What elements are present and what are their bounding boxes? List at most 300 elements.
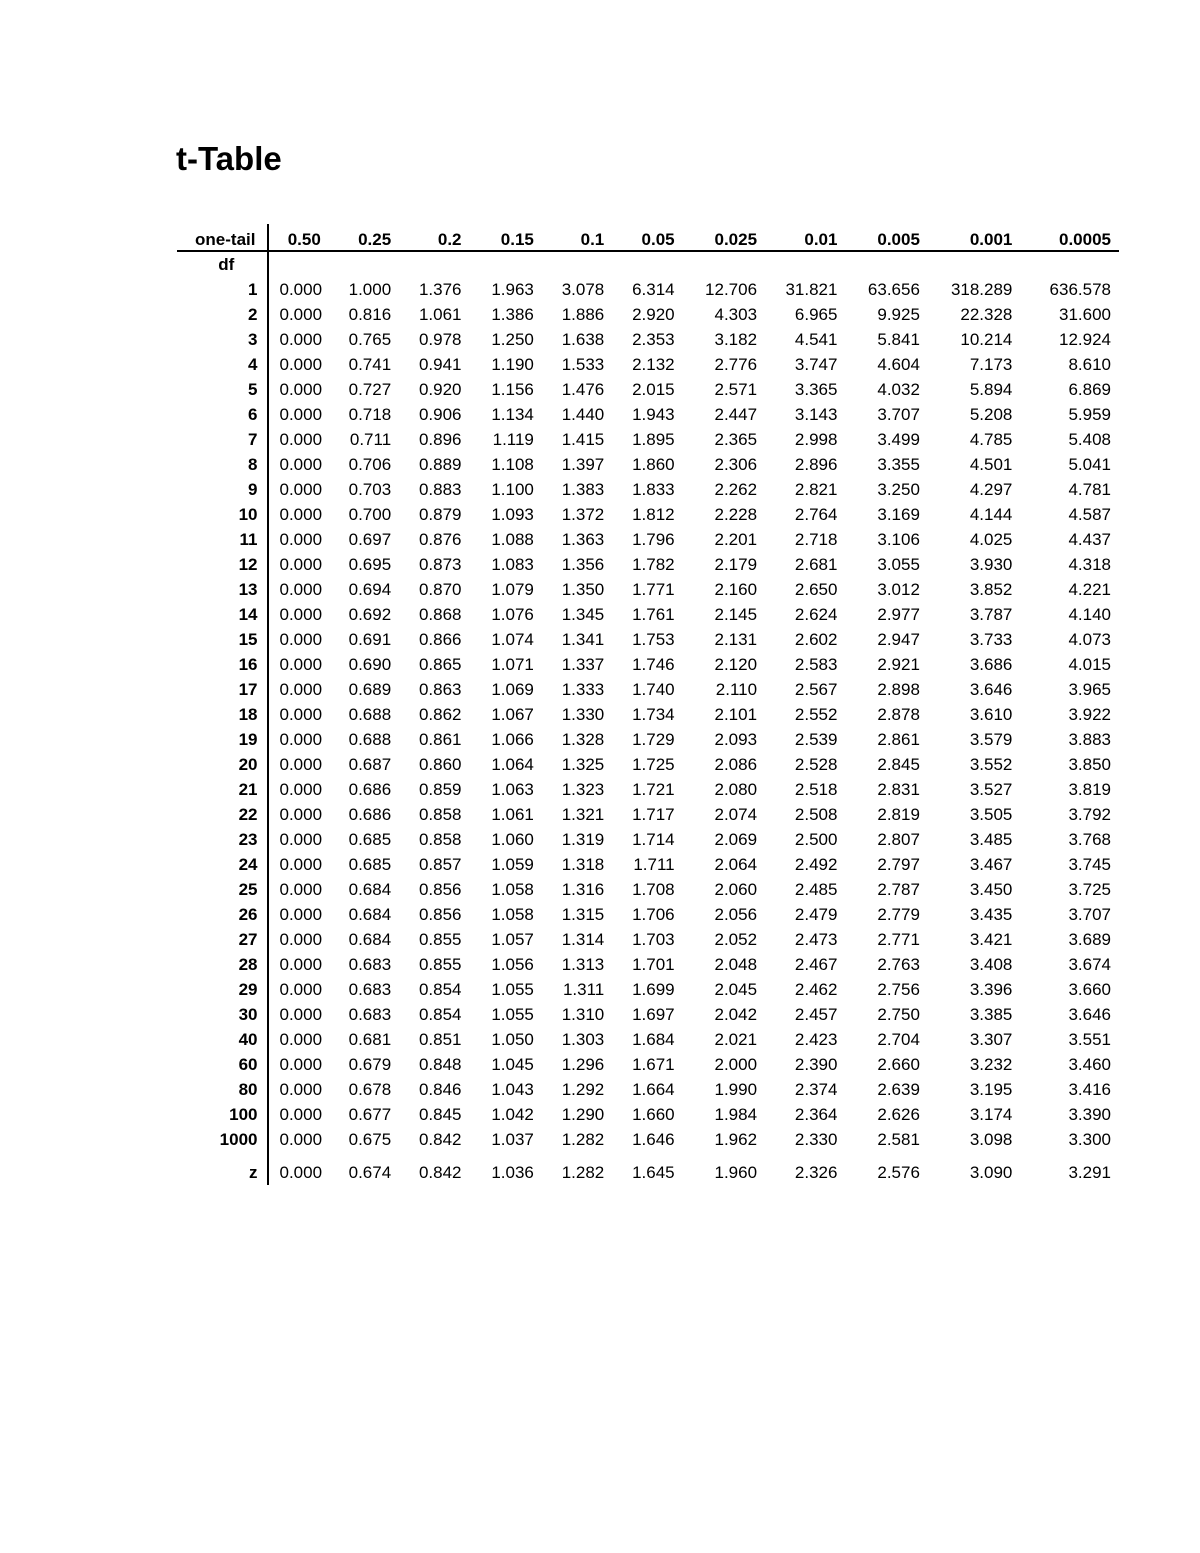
table-cell: 3.499 [877, 429, 920, 449]
table-cell: 1.321 [561, 804, 605, 824]
table-cell: 2.473 [794, 929, 838, 949]
table-cell: 0.691 [348, 629, 392, 649]
table-cell: 1.725 [632, 754, 675, 774]
table-cell: 2.353 [632, 329, 675, 349]
df-value: 12 [177, 552, 268, 577]
table-cell: 3.527 [969, 779, 1013, 799]
table-cell: 0.697 [348, 529, 392, 549]
table-cell: 0.685 [348, 829, 392, 849]
column-header-8: 0.005 [845, 224, 927, 251]
table-row [177, 852, 1119, 877]
table-cell: 1.886 [561, 304, 605, 324]
table-cell: 9.925 [877, 304, 920, 324]
table-cell: 2.977 [877, 604, 920, 624]
table-cell: 3.396 [969, 979, 1013, 999]
table-cell: 0.889 [418, 454, 462, 474]
table-cell: 0.674 [348, 1163, 392, 1182]
table-cell: 1.067 [491, 704, 534, 724]
df-value: 6 [177, 402, 268, 427]
df-value: 4 [177, 352, 268, 377]
table-cell: 1.037 [491, 1129, 534, 1149]
table-cell: 0.868 [418, 604, 462, 624]
table-cell: 0.870 [418, 579, 462, 599]
table-cell: 1.761 [632, 604, 675, 624]
table-cell: 1.314 [561, 929, 605, 949]
table-cell: 2.831 [877, 779, 920, 799]
table-cell: 2.704 [877, 1029, 920, 1049]
table-row [177, 1102, 1119, 1127]
table-cell: 1.746 [632, 654, 675, 674]
table-cell: 0.851 [418, 1029, 462, 1049]
table-cell: 0.727 [348, 379, 392, 399]
table-cell: 2.528 [794, 754, 838, 774]
table-cell: 2.602 [794, 629, 838, 649]
table-cell: 0.941 [418, 354, 462, 374]
table-cell: 3.792 [1068, 804, 1111, 824]
table-cell: 0.000 [279, 579, 323, 599]
table-cell: 3.143 [794, 404, 838, 424]
df-value: 11 [177, 527, 268, 552]
table-cell: 12.706 [705, 279, 758, 299]
df-value: 13 [177, 577, 268, 602]
table-cell: 2.756 [877, 979, 920, 999]
table-cell: 2.306 [714, 454, 758, 474]
table-cell: 2.110 [715, 679, 758, 699]
table-cell: 1.325 [561, 754, 605, 774]
table-cell: 3.098 [969, 1129, 1013, 1149]
table-cell: 3.485 [969, 829, 1013, 849]
df-value: 1 [177, 277, 268, 302]
table-cell: 0.816 [348, 304, 392, 324]
table-cell: 0.684 [348, 904, 392, 924]
table-row [177, 902, 1119, 927]
table-cell: 3.182 [714, 329, 758, 349]
df-value: 2 [177, 302, 268, 327]
table-cell: 2.581 [877, 1129, 920, 1149]
table-cell: 2.364 [794, 1104, 838, 1124]
table-cell: 1.350 [561, 579, 605, 599]
df-value: 10 [177, 502, 268, 527]
table-row [177, 1152, 1119, 1185]
table-cell: 1.190 [491, 354, 534, 374]
table-cell: 2.821 [794, 479, 838, 499]
table-cell: 1.699 [632, 979, 675, 999]
table-cell: 2.576 [877, 1163, 920, 1182]
table-cell: 4.221 [1068, 579, 1111, 599]
table-cell: 4.140 [1068, 604, 1111, 624]
table-cell: 2.898 [877, 679, 920, 699]
table-cell: 3.300 [1068, 1129, 1111, 1149]
table-cell: 1.895 [632, 429, 675, 449]
table-cell: 0.765 [348, 329, 392, 349]
table-row [177, 1002, 1119, 1027]
column-header-3: 0.15 [470, 224, 542, 251]
df-label: df [177, 251, 268, 277]
table-cell: 1.383 [561, 479, 605, 499]
table-cell: 31.821 [785, 279, 838, 299]
table-cell: 3.551 [1068, 1029, 1111, 1049]
table-cell: 31.600 [1059, 304, 1111, 324]
table-cell: 0.848 [418, 1054, 462, 1074]
table-cell: 0.000 [279, 354, 323, 374]
table-cell: 3.745 [1068, 854, 1111, 874]
table-cell: 2.763 [877, 954, 920, 974]
table-cell: 2.518 [794, 779, 838, 799]
table-cell: 1.036 [491, 1163, 534, 1182]
table-cell: 3.291 [1068, 1163, 1111, 1182]
df-value: 60 [177, 1052, 268, 1077]
table-cell: 1.119 [492, 429, 534, 449]
df-value: 29 [177, 977, 268, 1002]
table-cell: 2.639 [877, 1079, 920, 1099]
table-cell: 0.000 [279, 729, 323, 749]
table-cell: 0.858 [418, 829, 462, 849]
table-cell: 3.965 [1068, 679, 1111, 699]
table-cell: 1.345 [561, 604, 605, 624]
df-value: 80 [177, 1077, 268, 1102]
table-cell: 1.282 [561, 1129, 605, 1149]
table-cell: 1.134 [491, 404, 534, 424]
table-cell: 3.579 [969, 729, 1013, 749]
table-cell: 1.341 [561, 629, 605, 649]
column-header-6: 0.025 [683, 224, 765, 251]
table-cell: 5.894 [969, 379, 1013, 399]
table-row [177, 1052, 1119, 1077]
table-cell: 1.771 [632, 579, 675, 599]
table-cell: 2.080 [714, 779, 758, 799]
table-row [177, 527, 1119, 552]
table-cell: 3.421 [969, 929, 1013, 949]
table-row [177, 977, 1119, 1002]
table-cell: 0.000 [279, 504, 323, 524]
table-cell: 3.850 [1068, 754, 1111, 774]
table-cell: 1.664 [632, 1079, 675, 1099]
table-cell: 0.855 [418, 929, 462, 949]
table-row [177, 802, 1119, 827]
table-cell: 2.457 [794, 1004, 838, 1024]
table-cell: 1.313 [561, 954, 605, 974]
table-cell: 2.807 [877, 829, 920, 849]
table-cell: 2.056 [714, 904, 758, 924]
table-cell: 1.057 [491, 929, 534, 949]
table-cell: 1.079 [491, 579, 534, 599]
table-cell: 0.873 [418, 554, 462, 574]
table-cell: 3.467 [969, 854, 1013, 874]
table-cell: 1.303 [561, 1029, 605, 1049]
df-value: 26 [177, 902, 268, 927]
table-cell: 0.858 [418, 804, 462, 824]
table-cell: 1.055 [491, 1004, 534, 1024]
table-cell: 1.703 [632, 929, 675, 949]
df-value: 1000 [177, 1127, 268, 1152]
table-cell: 4.025 [969, 529, 1013, 549]
table-cell: 0.000 [279, 379, 323, 399]
table-cell: 1.860 [632, 454, 675, 474]
table-cell: 0.688 [348, 729, 392, 749]
table-cell: 0.679 [348, 1054, 392, 1074]
table-cell: 0.677 [348, 1104, 392, 1124]
table-cell: 4.604 [877, 354, 920, 374]
table-cell: 0.000 [279, 854, 323, 874]
table-cell: 1.061 [418, 304, 462, 324]
table-cell: 0.000 [279, 1129, 323, 1149]
table-cell: 1.415 [561, 429, 605, 449]
table-row [177, 927, 1119, 952]
table-cell: 0.706 [348, 454, 392, 474]
table-row [177, 627, 1119, 652]
df-value: 19 [177, 727, 268, 752]
table-cell: 3.450 [969, 879, 1013, 899]
table-cell: 0.000 [279, 279, 323, 299]
table-cell: 10.214 [960, 329, 1013, 349]
table-cell: 2.779 [877, 904, 920, 924]
table-cell: 1.050 [491, 1029, 534, 1049]
df-value: 100 [177, 1102, 268, 1127]
table-cell: 0.920 [418, 379, 462, 399]
table-cell: 1.045 [491, 1054, 534, 1074]
table-cell: 4.501 [969, 454, 1013, 474]
table-cell: 1.066 [491, 729, 534, 749]
table-cell: 2.819 [877, 804, 920, 824]
table-cell: 2.552 [794, 704, 838, 724]
table-cell: 2.571 [714, 379, 758, 399]
table-cell: 4.297 [969, 479, 1013, 499]
table-cell: 2.132 [632, 354, 675, 374]
table-cell: 636.578 [1049, 279, 1111, 299]
table-cell: 0.000 [279, 604, 323, 624]
table-cell: 1.059 [491, 854, 534, 874]
table-cell: 1.671 [632, 1054, 675, 1074]
table-row [177, 652, 1119, 677]
table-cell: 3.646 [969, 679, 1013, 699]
table-row [177, 1077, 1119, 1102]
table-row [177, 452, 1119, 477]
table-cell: 0.845 [418, 1104, 462, 1124]
table-cell: 2.447 [714, 404, 758, 424]
table-cell: 5.841 [877, 329, 920, 349]
table-cell: 2.485 [794, 879, 838, 899]
df-value: 23 [177, 827, 268, 852]
table-cell: 0.000 [279, 929, 323, 949]
table-cell: 1.376 [418, 279, 462, 299]
table-cell: 1.083 [491, 554, 534, 574]
table-cell: 2.508 [794, 804, 838, 824]
df-value: 9 [177, 477, 268, 502]
table-cell: 0.718 [348, 404, 392, 424]
table-cell: 0.856 [418, 904, 462, 924]
table-cell: 2.583 [794, 654, 838, 674]
df-value: z [177, 1152, 268, 1185]
table-cell: 2.179 [714, 554, 758, 574]
table-cell: 3.660 [1068, 979, 1111, 999]
table-cell: 2.718 [794, 529, 838, 549]
table-cell: 1.372 [561, 504, 605, 524]
table-row [177, 352, 1119, 377]
table-cell: 0.741 [348, 354, 392, 374]
table-cell: 2.878 [877, 704, 920, 724]
table-cell: 5.208 [969, 404, 1013, 424]
table-row [177, 277, 1119, 302]
column-header-9: 0.001 [928, 224, 1020, 251]
table-cell: 4.073 [1068, 629, 1111, 649]
table-cell: 0.685 [348, 854, 392, 874]
table-cell: 5.041 [1068, 454, 1111, 474]
table-cell: 3.385 [969, 1004, 1013, 1024]
table-cell: 2.660 [877, 1054, 920, 1074]
table-cell: 1.315 [561, 904, 605, 924]
df-value: 7 [177, 427, 268, 452]
table-cell: 2.462 [794, 979, 838, 999]
table-cell: 2.145 [714, 604, 758, 624]
table-cell: 22.328 [960, 304, 1013, 324]
table-cell: 3.787 [969, 604, 1013, 624]
table-cell: 2.262 [714, 479, 758, 499]
table-cell: 2.539 [794, 729, 838, 749]
df-value: 27 [177, 927, 268, 952]
table-cell: 1.328 [561, 729, 605, 749]
table-cell: 1.064 [491, 754, 534, 774]
table-cell: 1.984 [714, 1104, 758, 1124]
table-row [177, 877, 1119, 902]
table-cell: 1.356 [561, 554, 605, 574]
table-cell: 0.687 [348, 754, 392, 774]
table-cell: 3.930 [969, 554, 1013, 574]
table-cell: 0.681 [348, 1029, 392, 1049]
table-cell: 2.845 [877, 754, 920, 774]
page-title: t-Table [176, 140, 282, 177]
table-cell: 3.090 [969, 1163, 1013, 1182]
df-value: 15 [177, 627, 268, 652]
table-row [177, 427, 1119, 452]
table-cell: 2.228 [714, 504, 758, 524]
table-cell: 2.074 [714, 804, 758, 824]
table-cell: 1.093 [491, 504, 534, 524]
table-cell: 0.876 [418, 529, 462, 549]
table-cell: 0.692 [348, 604, 392, 624]
table-cell: 2.998 [794, 429, 838, 449]
table-cell: 3.174 [969, 1104, 1013, 1124]
table-cell: 2.326 [794, 1163, 838, 1182]
table-cell: 1.645 [632, 1163, 675, 1182]
table-cell: 2.921 [877, 654, 920, 674]
table-cell: 1.833 [632, 479, 675, 499]
table-cell: 3.733 [969, 629, 1013, 649]
table-cell: 0.863 [418, 679, 462, 699]
table-cell: 0.000 [279, 479, 323, 499]
table-cell: 0.684 [348, 879, 392, 899]
table-cell: 0.000 [279, 529, 323, 549]
table-row [177, 677, 1119, 702]
table-cell: 1.290 [561, 1104, 605, 1124]
column-header-0: 0.50 [268, 224, 328, 251]
table-cell: 0.854 [418, 1004, 462, 1024]
column-header-7: 0.01 [765, 224, 845, 251]
table-cell: 2.201 [714, 529, 758, 549]
table-row [177, 727, 1119, 752]
column-header-2: 0.2 [399, 224, 469, 251]
table-cell: 2.896 [794, 454, 838, 474]
table-cell: 0.000 [279, 454, 323, 474]
table-cell: 3.852 [969, 579, 1013, 599]
table-row [177, 602, 1119, 627]
table-cell: 2.681 [794, 554, 838, 574]
table-cell: 2.423 [794, 1029, 838, 1049]
df-value: 21 [177, 777, 268, 802]
table-cell: 0.896 [418, 429, 462, 449]
table-cell: 2.330 [794, 1129, 838, 1149]
table-cell: 3.460 [1068, 1054, 1111, 1074]
table-cell: 2.365 [714, 429, 758, 449]
table-cell: 3.707 [877, 404, 920, 424]
table-cell: 0.879 [418, 504, 462, 524]
table-cell: 0.854 [418, 979, 462, 999]
table-cell: 3.689 [1068, 929, 1111, 949]
table-row [177, 552, 1119, 577]
table-row [177, 302, 1119, 327]
table-cell: 3.106 [877, 529, 920, 549]
table-cell: 1.440 [561, 404, 605, 424]
column-header-4: 0.1 [542, 224, 612, 251]
table-cell: 0.000 [279, 429, 323, 449]
table-header-row [177, 224, 1119, 251]
t-table [177, 224, 1119, 1185]
df-value: 16 [177, 652, 268, 677]
table-cell: 0.000 [279, 554, 323, 574]
table-cell: 5.408 [1068, 429, 1111, 449]
table-cell: 3.365 [794, 379, 838, 399]
table-cell: 318.289 [950, 279, 1013, 299]
table-cell: 0.857 [418, 854, 462, 874]
table-cell: 1.100 [491, 479, 534, 499]
table-cell: 3.686 [969, 654, 1013, 674]
table-cell: 1.292 [561, 1079, 605, 1099]
table-cell: 0.000 [279, 879, 323, 899]
table-cell: 1.740 [632, 679, 675, 699]
table-row [177, 502, 1119, 527]
table-cell: 1.088 [491, 529, 534, 549]
table-row [177, 752, 1119, 777]
table-cell: 2.771 [877, 929, 920, 949]
table-cell: 1.721 [632, 779, 675, 799]
table-cell: 2.060 [714, 879, 758, 899]
table-cell: 3.355 [877, 454, 920, 474]
table-cell: 3.552 [969, 754, 1013, 774]
table-cell: 2.086 [714, 754, 758, 774]
table-cell: 4.587 [1068, 504, 1111, 524]
table-cell: 3.435 [969, 904, 1013, 924]
table-cell: 1.697 [632, 1004, 675, 1024]
column-header-1: 0.25 [329, 224, 399, 251]
table-cell: 2.101 [714, 704, 758, 724]
table-cell: 2.000 [714, 1054, 758, 1074]
table-cell: 3.416 [1068, 1079, 1111, 1099]
table-row [177, 952, 1119, 977]
table-cell: 0.862 [418, 704, 462, 724]
table-cell: 0.906 [418, 404, 462, 424]
table-cell: 0.000 [279, 954, 323, 974]
table-cell: 1.363 [561, 529, 605, 549]
table-cell: 1.074 [491, 629, 534, 649]
table-cell: 0.866 [418, 629, 462, 649]
table-cell: 1.337 [561, 654, 605, 674]
table-cell: 0.000 [279, 1054, 323, 1074]
table-cell: 2.467 [794, 954, 838, 974]
table-cell: 1.990 [714, 1079, 758, 1099]
table-cell: 1.071 [491, 654, 534, 674]
table-cell: 2.374 [794, 1079, 838, 1099]
table-cell: 0.846 [418, 1079, 462, 1099]
table-cell: 1.282 [561, 1163, 605, 1182]
